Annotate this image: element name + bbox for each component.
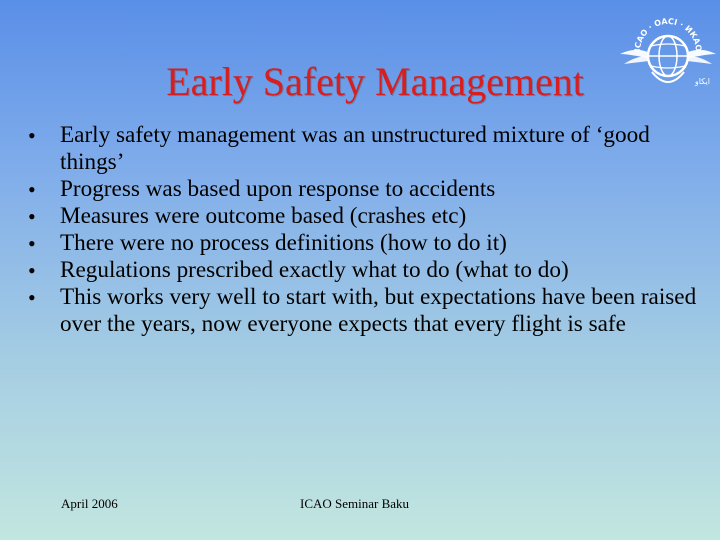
bullet-item: • This works very well to start with, but expectations have been raised over the years, now everyone expects that every flight is safe (28, 284, 708, 338)
bullet-item: • Early safety management was an unstructured mixture of ‘good things’ (28, 122, 708, 176)
bullet-item: • Measures were outcome based (crashes etc) (28, 203, 708, 230)
bullet-item: • Regulations prescribed exactly what to do (what to do) (28, 257, 708, 284)
footer-event: ICAO Seminar Baku (300, 496, 410, 511)
bullet-item: • Progress was based upon response to accidents (28, 176, 708, 203)
bullet-list (28, 122, 708, 338)
svg-text:ICAO · OACI · ИКАО (633, 17, 703, 52)
slide-title: Early Safety Management (166, 59, 584, 104)
bullet-item: • There were no process definitions (how to do it) (28, 230, 708, 257)
logo-ring-text: ICAO · OACI · ИКАО (632, 16, 704, 52)
footer-date: April 2006 (61, 496, 118, 511)
logo-arabic-text: ايكاو (694, 77, 710, 86)
